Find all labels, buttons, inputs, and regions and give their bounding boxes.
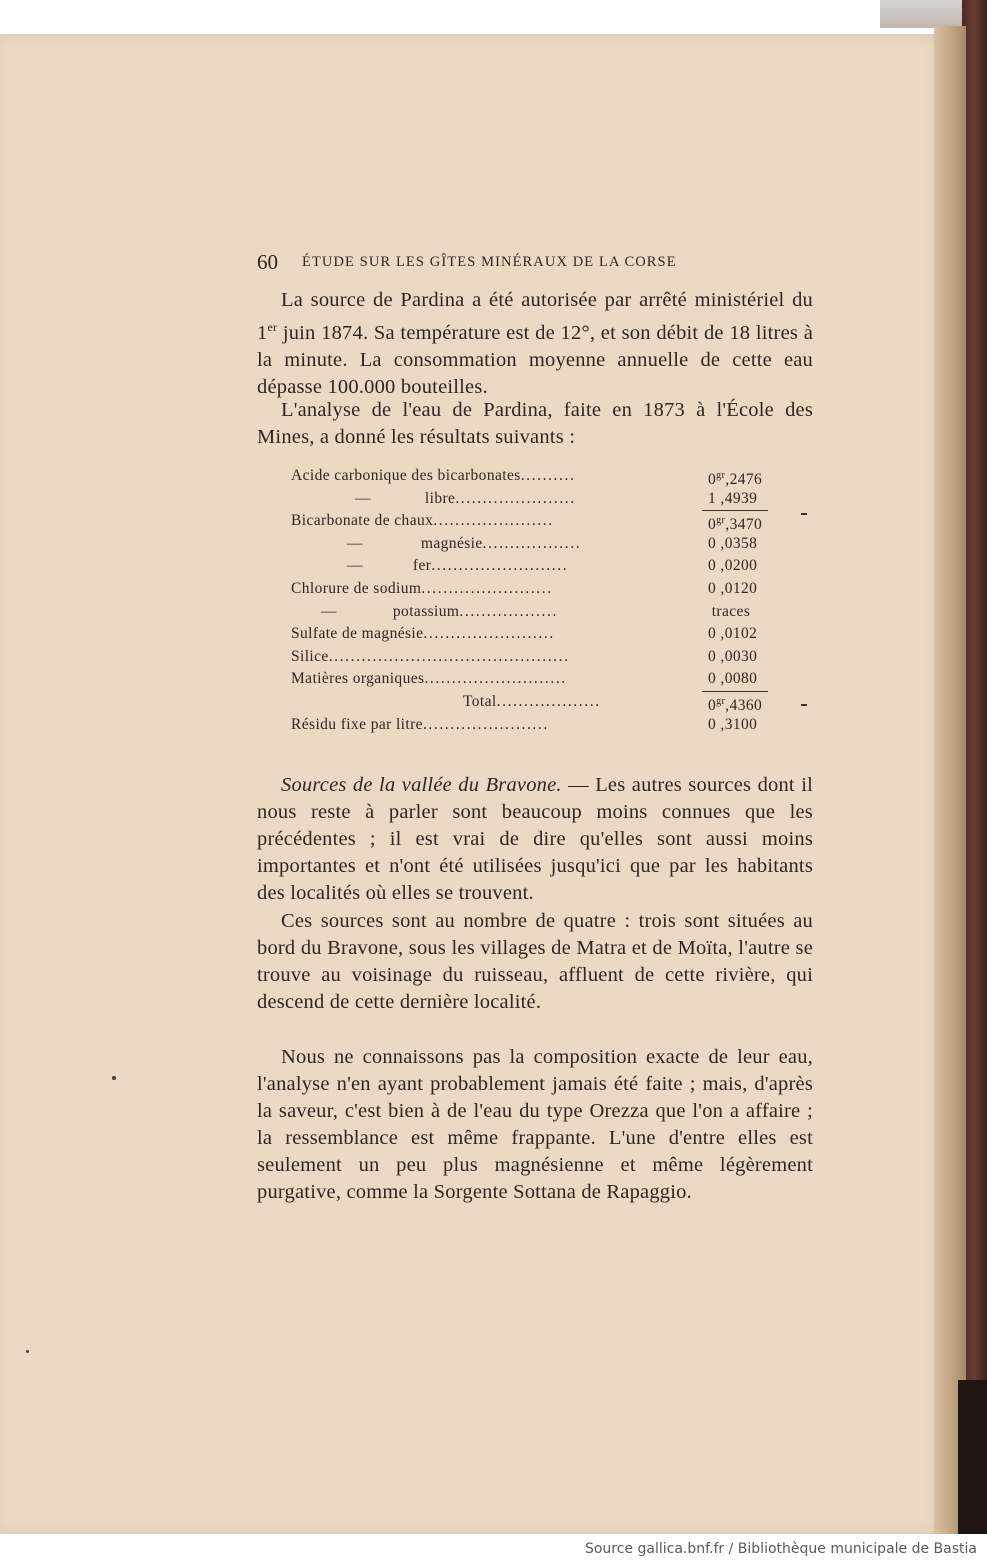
page-header bbox=[257, 250, 813, 280]
row-value: $0^{gr},2476$ bbox=[708, 470, 763, 489]
row-value: 0 ,0120 bbox=[708, 579, 758, 597]
section-heading-italic: Sources de la vallée du Bravone. bbox=[281, 774, 562, 796]
page-speck bbox=[112, 1076, 116, 1080]
margin-tick bbox=[801, 704, 807, 706]
row-label: Matières organiques bbox=[291, 670, 425, 688]
page-speck bbox=[26, 1350, 29, 1353]
ditto-dash: — bbox=[347, 534, 363, 552]
table-row bbox=[291, 488, 781, 511]
leader-dots: ...................... bbox=[455, 489, 576, 507]
sum-rule bbox=[702, 510, 768, 511]
ditto-dash: — bbox=[347, 557, 363, 575]
row-label: Sulfate de magnésie bbox=[291, 625, 424, 643]
row-value: 0 ,0102 bbox=[708, 625, 758, 643]
ditto-dash: — bbox=[355, 489, 371, 507]
leader-dots: .......................... bbox=[424, 670, 567, 688]
row-label: Silice bbox=[291, 647, 329, 665]
leader-dots: ............................................ bbox=[328, 647, 570, 665]
leader-dots: .................. bbox=[482, 534, 582, 552]
leader-dots: ....................... bbox=[422, 715, 549, 733]
paragraph-four-sources: Ces sources sont au nombre de quatre : trois sont situées au bord du Bravone, sous les villages de Matra et de Moïta, l'autre se trouve au voisinage du ruisseau, affluent de cette rivière, qui descend de cette dernière localité. bbox=[257, 910, 813, 1013]
source-credit: Source gallica.bnf.fr / Bibliothèque municipale de Bastia bbox=[584, 1541, 977, 1557]
table-row bbox=[291, 601, 781, 624]
leader-dots: ...................... bbox=[433, 512, 554, 530]
row-value: 0 ,0080 bbox=[708, 670, 758, 688]
row-value: 0 ,3100 bbox=[708, 715, 758, 733]
row-label: Résidu fixe par litre bbox=[291, 715, 423, 733]
table-row bbox=[291, 714, 781, 737]
row-value: traces bbox=[711, 602, 751, 620]
row-label: Bicarbonate de chaux bbox=[291, 512, 434, 530]
paragraph-text: — Les autres sources dont il nous reste à parler sont beaucoup moins connues que les précédentes ; il est vrai de dire qu'elles sont aussi moins importantes et n'ont été utilisées jusqu'ici que par les habitants des localités où elles se trouvent. bbox=[257, 774, 813, 904]
table-row-total bbox=[291, 691, 781, 714]
table-row bbox=[291, 578, 781, 601]
paragraph-composition: Nous ne connaissons pas la composition exacte de leur eau, l'analyse n'en ayant probablement jamais été faite ; mais, d'après la saveur, c'est bien à de l'eau du type Orezza que l'on a affaire ; la ressemblance est même frappante. L'une d'entre elles est seulement un peu plus magnésienne et même légèrement purgative, comme la Sorgente Sottana de Rapaggio. bbox=[257, 1046, 813, 1203]
row-label: fer bbox=[412, 557, 432, 575]
table-row bbox=[291, 465, 781, 488]
table-row bbox=[291, 510, 781, 533]
running-title: ÉTUDE SUR LES GÎTES MINÉRAUX DE LA CORSE bbox=[302, 254, 677, 270]
book-spine bbox=[934, 26, 966, 1534]
sum-rule bbox=[702, 691, 768, 692]
leader-dots: .......... bbox=[520, 467, 576, 484]
table-row bbox=[291, 646, 781, 669]
leader-dots: ........................ bbox=[423, 625, 555, 643]
margin-tick bbox=[801, 513, 807, 515]
leader-dots: ........................ bbox=[421, 579, 553, 597]
table-row bbox=[291, 533, 781, 556]
row-value: 0 ,0358 bbox=[708, 534, 758, 552]
table-row bbox=[291, 555, 781, 578]
row-value: 0 ,0200 bbox=[708, 557, 758, 575]
leader-dots: ................... bbox=[496, 692, 601, 710]
book-spine-shadow bbox=[958, 1380, 987, 1534]
paragraph-pardina-analysis-intro: L'analyse de l'eau de Pardina, faite en 1873 à l'École des Mines, a donné les résultats suivants : bbox=[257, 399, 813, 448]
row-label: magnésie bbox=[420, 534, 483, 552]
analysis-table bbox=[291, 465, 781, 736]
row-label: Total bbox=[463, 692, 497, 710]
table-row bbox=[291, 623, 781, 646]
row-label: Acide carbonique des bicarbonates bbox=[291, 467, 521, 484]
paragraph-pardina-source: La source de Pardina a été autorisée par arrêté ministériel du 1er juin 1874. Sa température est de 12°, et son débit de 18 litres à la minute. La consommation moyenne annuelle de cette eau dépasse 100.000 bouteilles. bbox=[257, 289, 813, 398]
row-value: 0 ,0030 bbox=[708, 647, 758, 665]
row-value: $0^{gr},4360$ bbox=[708, 695, 763, 715]
row-value: 1 ,4939 bbox=[708, 489, 758, 507]
leader-dots: ......................... bbox=[431, 557, 569, 575]
table-row bbox=[291, 668, 781, 691]
ditto-dash: — bbox=[321, 602, 337, 620]
page-number: 60 bbox=[257, 250, 278, 274]
row-label: libre bbox=[424, 489, 456, 507]
row-label: Chlorure de sodium bbox=[291, 579, 422, 597]
row-value: $0^{gr},3470$ bbox=[708, 515, 763, 534]
row-label: potassium bbox=[392, 602, 460, 620]
paragraph-bravone-sources bbox=[257, 772, 813, 907]
leader-dots: .................. bbox=[459, 602, 558, 620]
